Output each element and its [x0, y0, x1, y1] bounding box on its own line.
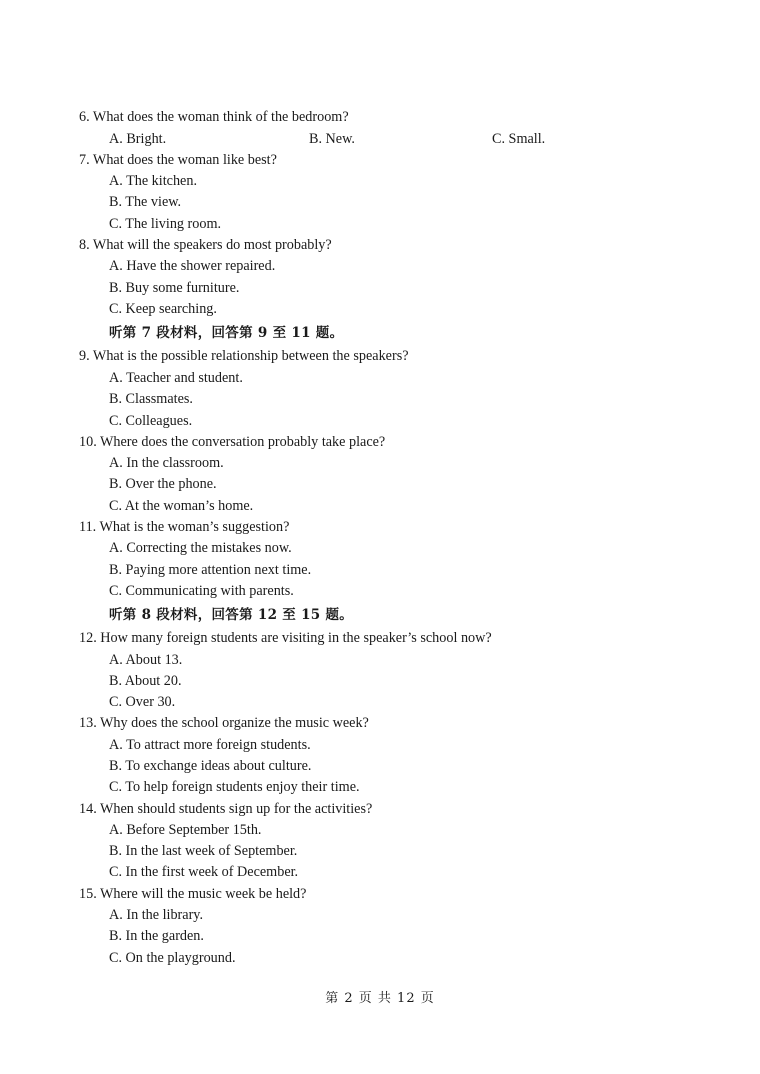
q15-option-b: B. In the garden. [109, 928, 204, 944]
q8-option-a: A. Have the shower repaired. [109, 258, 276, 274]
q7-option-c: C. The living room. [109, 216, 222, 232]
question-14: 14. When should students sign up for the activities? [79, 801, 373, 817]
q13-option-a: A. To attract more foreign students. [109, 737, 311, 753]
q10-option-a: A. In the classroom. [109, 455, 224, 471]
q11-option-a: A. Correcting the mistakes now. [109, 540, 292, 556]
q13-option-c: C. To help foreign students enjoy their time. [109, 779, 360, 795]
q12-option-a: A. About 13. [109, 652, 183, 668]
q6-option-a: A. Bright. [109, 131, 167, 147]
section-heading-8: 听第 8 段材料，回答第 12 至 15 题。 [109, 607, 354, 623]
q10-option-c: C. At the woman’s home. [109, 498, 254, 514]
q8-option-c: C. Keep searching. [109, 301, 217, 317]
q10-option-b: B. Over the phone. [109, 476, 217, 492]
q15-option-c: C. On the playground. [109, 950, 236, 966]
q14-option-c: C. In the first week of December. [109, 864, 299, 880]
q9-option-c: C. Colleagues. [109, 413, 193, 429]
q14-option-a: A. Before September 15th. [109, 822, 262, 838]
q7-option-b: B. The view. [109, 194, 182, 210]
question-13: 13. Why does the school organize the music week? [79, 715, 369, 731]
q6-option-b: B. New. [309, 131, 355, 147]
q11-option-c: C. Communicating with parents. [109, 583, 294, 599]
q8-option-b: B. Buy some furniture. [109, 280, 240, 296]
page-number-footer: 第 2 页 共 12 页 [325, 991, 435, 1006]
question-6: 6. What does the woman think of the bedroom? [79, 109, 349, 125]
q9-option-a: A. Teacher and student. [109, 370, 243, 386]
q12-option-b: B. About 20. [109, 673, 182, 689]
q6-option-c: C. Small. [492, 131, 546, 147]
question-8: 8. What will the speakers do most probably? [79, 237, 332, 253]
question-9: 9. What is the possible relationship between the speakers? [79, 348, 409, 364]
section-heading-7: 听第 7 段材料，回答第 9 至 11 题。 [109, 325, 344, 341]
q12-option-c: C. Over 30. [109, 694, 176, 710]
question-12: 12. How many foreign students are visiting in the speaker’s school now? [79, 630, 492, 646]
q11-option-b: B. Paying more attention next time. [109, 562, 312, 578]
q9-option-b: B. Classmates. [109, 391, 193, 407]
question-7: 7. What does the woman like best? [79, 152, 277, 168]
question-15: 15. Where will the music week be held? [79, 886, 307, 902]
q13-option-b: B. To exchange ideas about culture. [109, 758, 312, 774]
q7-option-a: A. The kitchen. [109, 173, 197, 189]
q14-option-b: B. In the last week of September. [109, 843, 298, 859]
question-11: 11. What is the woman’s suggestion? [79, 519, 290, 535]
q15-option-a: A. In the library. [109, 907, 204, 923]
question-10: 10. Where does the conversation probably take place? [79, 434, 386, 450]
